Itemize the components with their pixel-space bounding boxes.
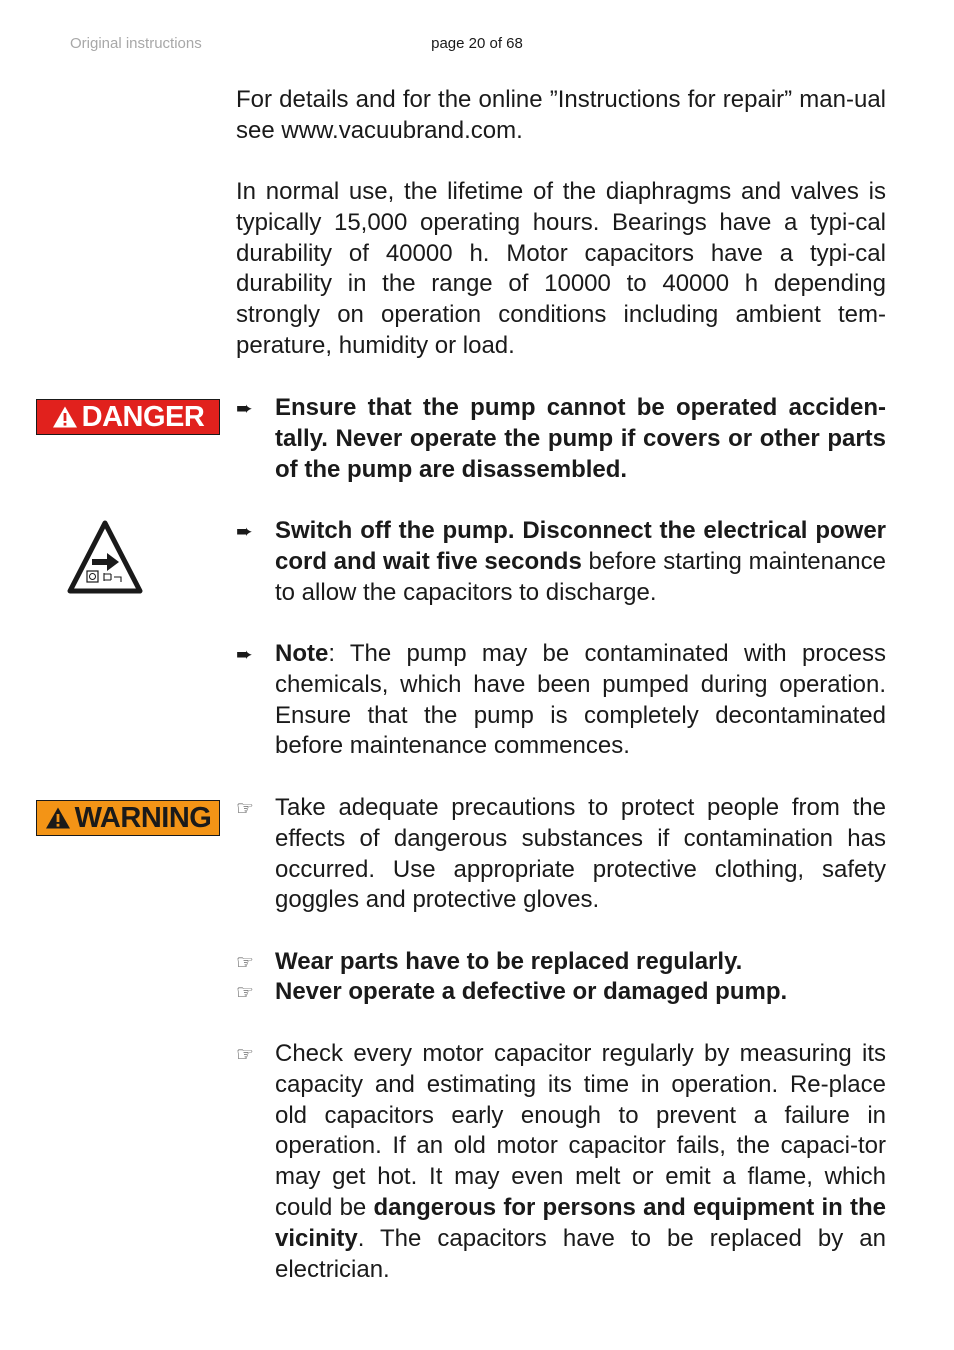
note-text: : The pump may be contaminated with process chemicals, which have been pumped during operation. Ensure that the pump is completely decontaminated before maintenance commences. — [275, 640, 886, 760]
list-item-wear-parts — [236, 947, 886, 978]
pointing-hand-icon: ☞ — [236, 1044, 254, 1066]
capacitor-check-text-after: . The capacitors have to be replaced by an electrician. — [275, 1224, 886, 1283]
warning-sign — [36, 800, 220, 836]
warning-triangle-icon — [52, 405, 78, 429]
capacitor-check-bold-text: dangerous for persons and equipment in the vicinity — [275, 1193, 886, 1252]
arrow-bullet-icon: ➨ — [236, 644, 253, 666]
list-item-note — [236, 639, 886, 762]
pointing-hand-icon: ☞ — [236, 798, 254, 820]
disconnect-mains-plug-icon — [67, 519, 143, 597]
lifetime-paragraph: In normal use, the lifetime of the diaphragms and valves is typically 15,000 operating hours. Bearings have a typi-cal durability of 40000 h. Motor capacitors have a typi-cal durability in the range of 10000 to 40000 h depending strongly on operation conditions including ambient tem-perature, humidity or load. — [236, 178, 886, 359]
list-item-accidental-operation — [236, 393, 886, 485]
list-item-precautions — [236, 793, 886, 916]
page-number: page 20 of 68 — [431, 35, 523, 52]
danger-sign-label: DANGER — [81, 400, 205, 433]
accidental-operation-text: Ensure that the pump cannot be operated acciden-tally. Never operate the pump if covers or other parts of the pump are disassembled. — [275, 394, 886, 483]
details-paragraph: For details and for the online ”Instructions for repair” man-ual see www.vacuubrand.com. — [236, 86, 886, 144]
switch-off-bold-text: Switch off the pump. Disconnect the electrical power cord and wait five seconds — [275, 517, 886, 575]
document-section-label: Original instructions — [70, 35, 202, 52]
arrow-bullet-icon: ➨ — [236, 521, 253, 543]
wear-parts-text: Wear parts have to be replaced regularly. — [275, 948, 743, 975]
pointing-hand-icon: ☞ — [236, 952, 254, 974]
capacitor-check-text-before: Check every motor capacitor regularly by measuring its capacity and estimating its time in operation. Re-place old capacitors early enough to prevent a failure in operation. If an old motor capacitor fails, the capaci-tor may get hot. It may even melt or emit a flame, which could be — [275, 1040, 886, 1221]
pointing-hand-icon: ☞ — [236, 982, 254, 1004]
warning-triangle-icon — [45, 806, 71, 830]
note-label: Note — [275, 640, 329, 667]
switch-off-text: before starting maintenance to allow the capacitors to discharge. — [275, 547, 887, 606]
warning-sign-label: WARNING — [74, 801, 212, 834]
precautions-text: Take adequate precautions to protect people from the effects of dangerous substances if contamination has occurred. Use appropriate protective clothing, safety goggles and protective gloves. — [275, 794, 886, 914]
danger-sign — [36, 399, 220, 435]
list-item-defective-pump — [236, 977, 886, 1008]
arrow-bullet-icon: ➨ — [236, 398, 253, 420]
defective-pump-text: Never operate a defective or damaged pump. — [275, 978, 788, 1005]
list-item-capacitor-check — [236, 1039, 886, 1285]
list-item-switch-off — [236, 516, 886, 608]
